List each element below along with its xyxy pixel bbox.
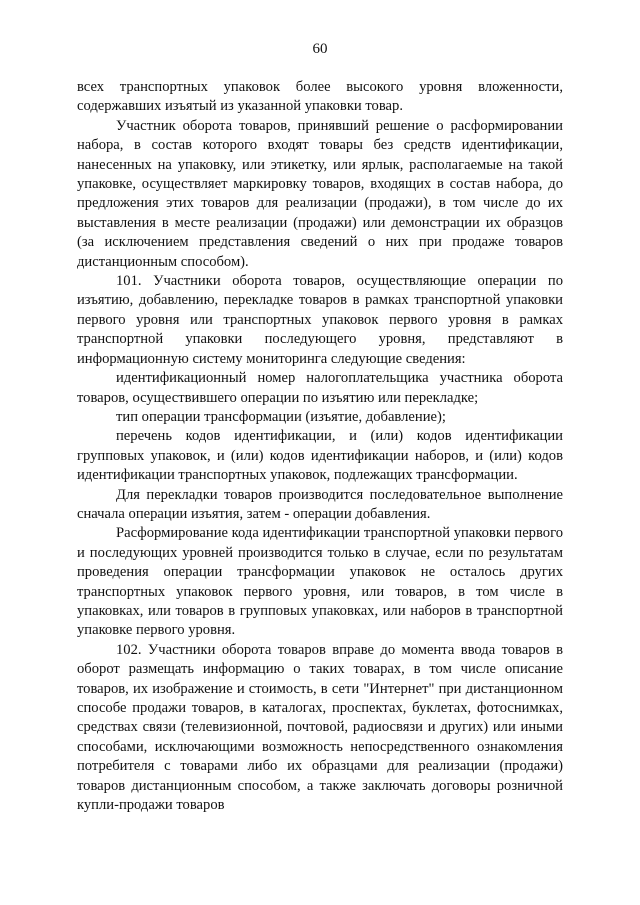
paragraph: Расформирование кода идентификации транспортной упаковки первого и последующих уровней производится только в случае, если по результатам проведения операции трансформации упаковок не осталось других транспортных упаковок первого уровня, или товаров, в том числе в упаковках, или товаров в групповых упаковках, или наборов в транспортной упаковке первого уровня. [77,525,563,639]
page-number: 60 [312,41,328,57]
paragraph: 102. Участники оборота товаров вправе до момента ввода товаров в оборот размещать информацию о таких товарах, в том числе описание товаров, их изображение и стоимость, в сети "Интернет" при дистанционном способе продажи товаров, в каталогах, проспектах, буклетах, фотоснимках, средствах связи (телевизионной, почтовой, радиосвязи и других) или иными способами, исключающими возможность непосредственного ознакомления потребителя с товарами либо их образцами для реализации (продажи) товаров дистанционным способом, а также заключать договоры розничной купли-продажи товаров [77,641,563,814]
body-text [77,78,563,815]
paragraph: всех транспортных упаковок более высокого уровня вложенности, содержавших изъятый из указанной упаковки товар. [77,79,563,115]
paragraph: Участник оборота товаров, принявший решение о расформировании набора, в состав которого входят товары без средств идентификации, нанесенных на упаковку, или этикетку, или ярлык, располагаемые на такой упаковке, осуществляет маркировку товаров, входящих в состав набора, до предложения этих товаров для реализации (продажи), в том числе до их выставления в месте реализации (продажи) или демонстрации их образцов (за исключением представления сведений о них при продаже товаров дистанционным способом). [77,117,563,270]
paragraph: Для перекладки товаров производится последовательное выполнение сначала операции изъятия, затем - операции добавления. [77,486,563,522]
paragraph: перечень кодов идентификации, и (или) кодов идентификации групповых упаковок, и (или) кодов идентификации наборов, и (или) кодов идентификации транспортных упаковок, подлежащих трансформации. [77,428,563,484]
paragraph: 101. Участники оборота товаров, осуществляющие операции по изъятию, добавлению, перекладке товаров в рамках транспортной упаковки первого уровня или транспортных упаковок первого уровня в рамках транспортной упаковки последующего уровня, представляют в информационную систему мониторинга следующие сведения: [77,273,563,367]
paragraph: идентификационный номер налогоплательщика участника оборота товаров, осуществившего операции по изъятию или перекладке; [77,370,563,406]
paragraph: тип операции трансформации (изъятие, добавление); [116,408,446,425]
